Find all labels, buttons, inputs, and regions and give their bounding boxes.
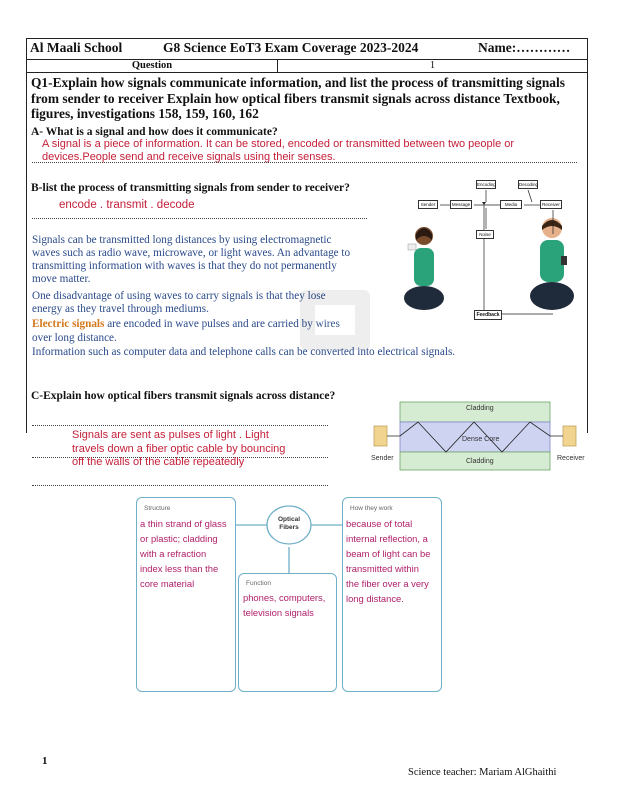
- page-number: 1: [42, 755, 48, 767]
- text-line: over long distance.: [32, 332, 117, 344]
- flow-sender-box: Sender: [418, 200, 438, 209]
- receiver-person-illustration: [530, 218, 574, 310]
- how-line: internal reflection, a: [346, 533, 428, 544]
- flow-feedback-box: Feedback: [474, 310, 502, 320]
- watermark-logo: [280, 290, 390, 370]
- structure-line: or plastic; cladding: [140, 533, 218, 544]
- question-label: Question: [27, 60, 278, 72]
- function-line: phones, computers,: [243, 592, 326, 603]
- fiber-receiver-label: Receiver: [557, 455, 585, 462]
- function-line: television signals: [243, 607, 314, 618]
- part-c-answer-line2: travels down a fiber optic cable by bouncing: [72, 443, 286, 455]
- function-title: Function: [246, 580, 271, 587]
- dense-core-label: Dense Core: [462, 436, 500, 443]
- concept-center-label: Optical Fibers: [277, 516, 301, 531]
- part-c-heading: C-Explain how optical fibers transmit signals across distance?: [31, 390, 336, 402]
- name-field-label: Name:…………: [478, 40, 571, 55]
- text-line: move matter.: [32, 273, 91, 285]
- how-line: beam of light can be: [346, 548, 431, 559]
- course-title: G8 Science EoT3 Exam Coverage 2023-2024: [163, 40, 419, 55]
- how-they-work-title: How they work: [350, 505, 393, 512]
- answer-line: [32, 218, 367, 219]
- text-line: Signals can be transmitted long distances by using electromagnetic: [32, 234, 332, 246]
- structure-line: a thin strand of glass: [140, 518, 227, 529]
- flow-receiver-box: Receiver: [540, 200, 562, 209]
- structure-title: Structure: [144, 505, 171, 512]
- flow-encoding-box: Encoding: [477, 182, 496, 187]
- communication-flow-diagram: [400, 174, 580, 324]
- fiber-sender-label: Sender: [371, 455, 394, 462]
- how-line: the fiber over a very: [346, 578, 429, 589]
- cladding-bottom-label: Cladding: [466, 458, 494, 465]
- answer-line: [32, 425, 328, 426]
- cladding-top-label: Cladding: [466, 405, 494, 412]
- text-line: One disadvantage of using waves to carry signals is that they lose: [32, 290, 326, 302]
- school-name: Al Maali School: [30, 40, 123, 55]
- answer-line: [32, 485, 328, 486]
- part-b-answer: encode . transmit . decode: [59, 199, 195, 211]
- structure-line: with a refraction: [140, 548, 207, 559]
- text-line: Information such as computer data and telephone calls can be converted into electrical signals.: [32, 346, 456, 358]
- flow-message-box: Message: [451, 202, 471, 207]
- text-line: waves such as radio wave, microwave, or light waves. An advantage to: [32, 247, 351, 259]
- part-c-answer-line1: Signals are sent as pulses of light . Light: [72, 429, 269, 441]
- text-line: transmitting information with waves is that they do not permanently: [32, 260, 337, 272]
- flow-media-box: Media: [500, 200, 522, 209]
- part-a-answer-line1: A signal is a piece of information. It can be stored, encoded or transmitted between two people or: [42, 138, 515, 150]
- part-b-heading: B-list the process of transmitting signals from sender to receiver?: [31, 182, 350, 194]
- how-line: transmitted within: [346, 563, 419, 574]
- flow-noise-box: Noise: [476, 230, 494, 239]
- highlight-term: Electric signals: [32, 318, 105, 330]
- sender-person-illustration: [404, 227, 444, 310]
- how-line: long distance.: [346, 593, 404, 604]
- structure-line: core material: [140, 578, 195, 589]
- text-span: are encoded in wave pulses and are carried by wires: [104, 318, 340, 330]
- flow-decoding-box: Decoding: [519, 182, 539, 187]
- part-a-answer-line2: devices.People send and receive signals using their senses.: [42, 151, 336, 163]
- how-line: because of total: [346, 518, 413, 529]
- part-c-answer-line3: off the walls of the cable repeatedly: [72, 456, 245, 468]
- question-number: 1: [429, 60, 436, 71]
- teacher-credit: Science teacher: Mariam AlGhaithi: [408, 767, 557, 778]
- answer-line: [32, 162, 577, 163]
- part-a-heading: A- What is a signal and how does it communicate?: [31, 126, 278, 138]
- text-line: energy as they travel through mediums.: [32, 303, 209, 315]
- question-row: [26, 59, 588, 73]
- structure-line: index less than the: [140, 563, 219, 574]
- question-text: Q1-Explain how signals communicate information, and list the process of transmitting signals from sender to receiver Explain how optical fibers transmit signals across distance Textbook, figures, investigations 158, 159, 160, 162: [31, 75, 565, 121]
